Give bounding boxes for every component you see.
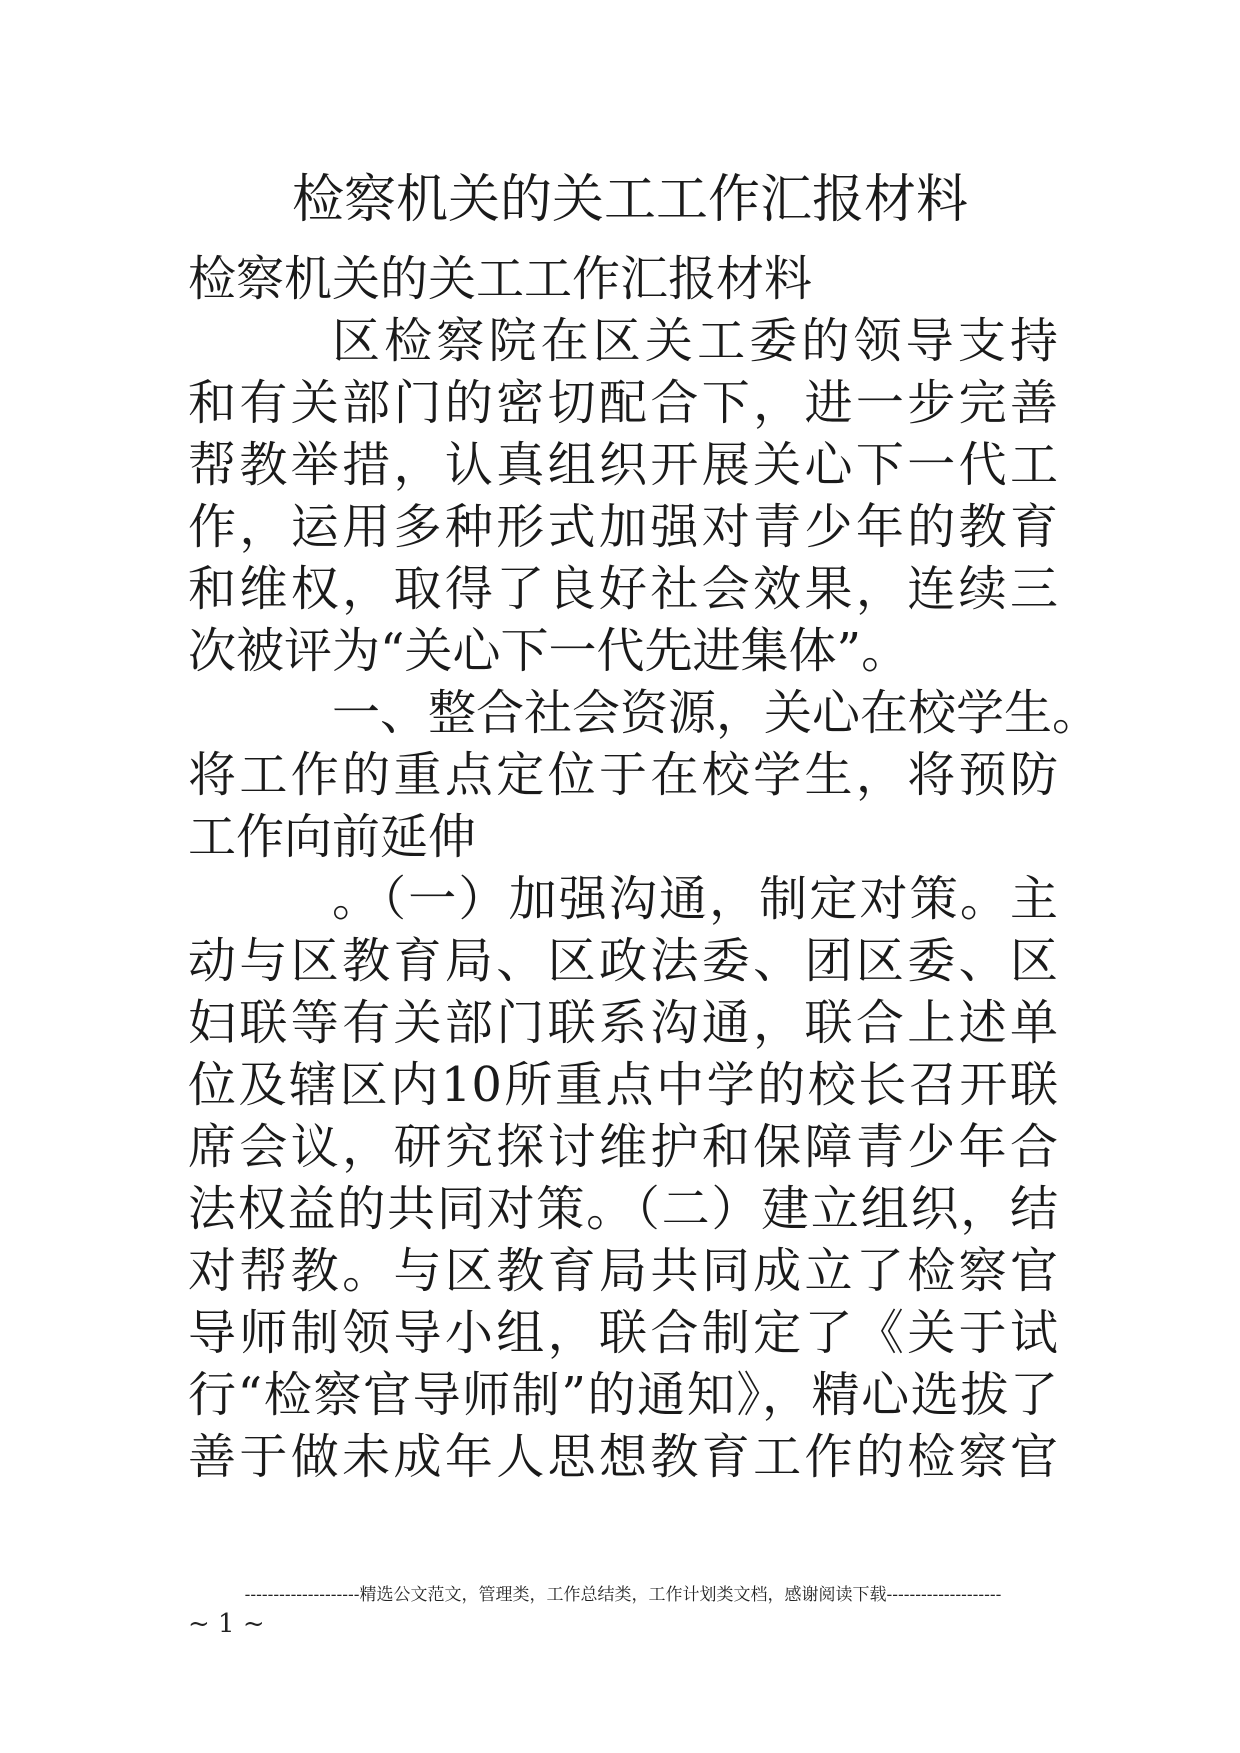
subtitle-line: 检察机关的关工工作汇报材料 xyxy=(188,251,813,307)
paragraph-line: 对帮教。与区教育局共同成立了检察官 xyxy=(188,1243,1058,1299)
document-title: 检察机关的关工工作汇报材料 xyxy=(291,170,968,230)
paragraph-line: 和维权，取得了良好社会效果，连续三 xyxy=(188,561,1058,617)
paragraph-line: 善于做未成年人思想教育工作的检察官 xyxy=(188,1429,1058,1485)
paragraph-line: 行“检察官导师制”的通知》，精心选拔了 xyxy=(188,1367,1058,1423)
paragraph-line: 作，运用多种形式加强对青少年的教育 xyxy=(188,499,1058,555)
paragraph-line: 位及辖区内10所重点中学的校长召开联 xyxy=(188,1057,1058,1113)
paragraph-line: 区检察院在区关工委的领导支持 xyxy=(332,313,1058,369)
paragraph-line: 席会议，研究探讨维护和保障青少年合 xyxy=(188,1119,1058,1175)
paragraph-line: 。（一）加强沟通，制定对策。主 xyxy=(332,871,1058,927)
paragraph-line: 动与区教育局、区政法委、团区委、区 xyxy=(188,933,1058,989)
section-heading-line: 一、整合社会资源，关心在校学生。 xyxy=(332,685,1101,741)
paragraph-line: 妇联等有关部门联系沟通，联合上述单 xyxy=(188,995,1058,1051)
paragraph-line: 和有关部门的密切配合下，进一步完善 xyxy=(188,375,1058,431)
paragraph-line: 工作向前延伸 xyxy=(188,809,477,865)
document-body xyxy=(188,248,1101,1488)
paragraph-line: 法权益的共同对策。（二）建立组织，结 xyxy=(188,1181,1058,1237)
footer-note: --------------------精选公文范文，管理类，工作总结类，工作计划类文档，感谢阅读下载-------------------- xyxy=(244,1585,1002,1605)
paragraph-line: 将工作的重点定位于在校学生，将预防 xyxy=(188,747,1058,803)
paragraph-line: 导师制领导小组，联合制定了《关于试 xyxy=(188,1305,1058,1361)
page-number: ~ 1 ~ xyxy=(188,1609,265,1639)
paragraph-line: 帮教举措，认真组织开展关心下一代工 xyxy=(188,437,1058,493)
paragraph-line: 次被评为“关心下一代先进集体”。 xyxy=(188,623,910,679)
